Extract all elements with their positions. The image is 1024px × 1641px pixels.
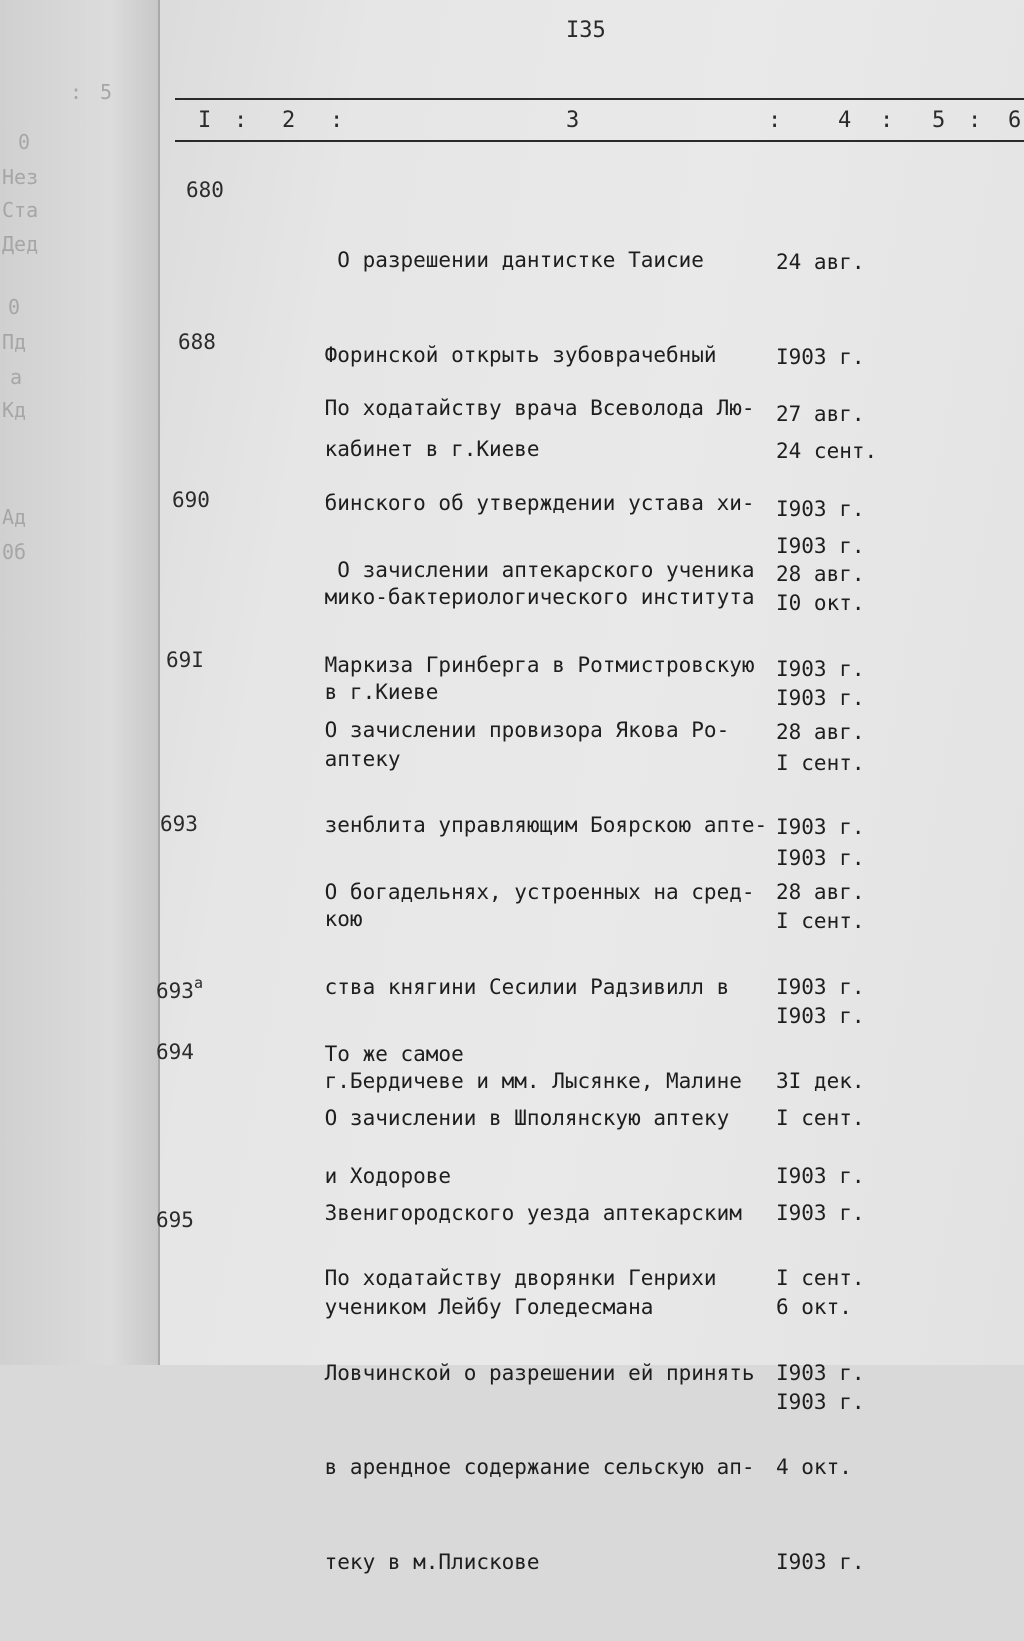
- entry-date-line: I903 г.: [776, 974, 865, 999]
- page-number: I35: [566, 18, 606, 43]
- entry-date-line: I сент.: [776, 909, 865, 933]
- header-rule-bottom: [175, 140, 1024, 142]
- entry-title-line: ства княгини Сесилии Радзивилл в: [312, 974, 730, 999]
- entry-date-line: I0 окт.: [776, 591, 865, 615]
- entry-date-line: 24 сент.: [776, 439, 878, 463]
- entry-date-line: I сент.: [776, 751, 865, 775]
- column-separator: :: [234, 108, 248, 133]
- entry-date-line: I903 г.: [776, 344, 865, 369]
- header-rule-top: [175, 98, 1024, 100]
- entry-date-line: I903 г.: [776, 1549, 865, 1574]
- entry-number: 693: [160, 812, 198, 836]
- entry-date-line: I903 г.: [776, 814, 865, 839]
- entry-date-line: I сент.: [776, 1266, 865, 1290]
- entry-title-line: зенблита управляющим Боярскою апте-: [312, 812, 768, 837]
- facing-page-edge: [0, 0, 160, 1365]
- entry-title-line: Ловчинской о разрешении ей принять: [312, 1360, 755, 1385]
- column-header: 5: [932, 108, 946, 133]
- entry-number: 695: [156, 1208, 194, 1232]
- entry-title-line: О зачислении аптекарского ученика: [312, 558, 755, 582]
- column-separator: :: [880, 108, 894, 133]
- left-fragment: 0б: [2, 540, 27, 564]
- left-fragment: Нез: [2, 165, 39, 189]
- entry-date-line: I903 г.: [776, 685, 865, 710]
- column-header: 3: [566, 108, 580, 133]
- entry-title-line: учеником Лейбу Голедесмана: [312, 1295, 654, 1319]
- entry-date-line: 4 окт.: [776, 1455, 852, 1479]
- entry-number: 690: [172, 488, 210, 512]
- entry-title-line: аптеку: [312, 747, 401, 771]
- entry-title-line: О зачислении провизора Якова Ро-: [312, 718, 730, 742]
- left-fragment: :: [70, 80, 83, 104]
- entry-number-superscript: а: [193, 974, 203, 992]
- entry-date-line: I903 г.: [776, 1389, 865, 1414]
- entry-title-line: бинского об утверждении устава хи-: [312, 490, 755, 515]
- entry-title-line: Форинской открыть зубоврачебный: [312, 342, 717, 367]
- left-fragment: 5: [100, 80, 113, 104]
- entry-date-line: I903 г.: [776, 1360, 865, 1385]
- left-fragment: Ад: [2, 505, 27, 529]
- entry-title-line: и Ходорове: [312, 1163, 452, 1188]
- entry-title-line: О зачислении в Шполянскую аптеку: [312, 1106, 730, 1130]
- left-fragment: Пд: [2, 330, 27, 354]
- entry-date-line: 28 авг.: [776, 562, 865, 586]
- entry-date-line: I903 г.: [776, 1003, 865, 1028]
- entry-title-line: О разрешении дантистке Таисие: [312, 248, 704, 272]
- entry-title-line: в г.Киеве: [312, 679, 439, 704]
- column-header: 6: [1008, 108, 1022, 133]
- entry-date-line: 28 авг.: [776, 720, 865, 744]
- left-fragment: Кд: [2, 398, 27, 422]
- left-fragment: 0: [18, 130, 31, 154]
- column-header: 2: [282, 108, 296, 133]
- entry-date-line: 28 авг.: [776, 880, 865, 904]
- entry-title-line: Маркиза Гринберга в Ротмистровскую: [312, 652, 755, 677]
- entry-number: 69I: [166, 648, 204, 672]
- entry-dates: [776, 1200, 865, 1641]
- entry-date-line: I сент.: [776, 1106, 865, 1130]
- column-separator: :: [768, 108, 782, 133]
- entry-date-line: 6 окт.: [776, 1295, 852, 1319]
- entry-title-line: кабинет в г.Киеве: [312, 437, 540, 461]
- entry-date-line: I903 г.: [776, 845, 865, 870]
- entry-date-line: I903 г.: [776, 1163, 865, 1188]
- entry-number: 694: [156, 1040, 194, 1064]
- entry-title-line: г.Бердичеве и мм. Лысянке, Малине: [312, 1069, 742, 1093]
- entry-date-line: 27 авг.: [776, 402, 865, 426]
- entry-date-line: I903 г.: [776, 496, 865, 521]
- left-fragment: 0: [8, 295, 21, 319]
- column-header: I: [198, 108, 212, 133]
- entry-date-line: I903 г.: [776, 533, 865, 558]
- left-fragment: Дед: [2, 232, 39, 256]
- entry-date-line: 24 авг.: [776, 250, 865, 274]
- left-fragment: а: [10, 365, 23, 389]
- entry-title-line: мико-бактериологического института: [312, 585, 755, 609]
- entry-date-line: I903 г.: [776, 656, 865, 681]
- entry-title-line: в арендное содержание сельскую ап-: [312, 1455, 755, 1479]
- column-separator: :: [330, 108, 344, 133]
- entry-title-line: То же самое: [312, 1042, 464, 1066]
- entry-title-line: кою: [312, 907, 363, 931]
- entry-date-line: 3I дек.: [776, 1069, 865, 1093]
- entry-title-line: По ходатайству дворянки Генрихи: [312, 1266, 717, 1290]
- entry-title-line: Звенигородского уезда аптекарским: [312, 1200, 742, 1225]
- entry-title-line: теку в м.Плискове: [312, 1549, 540, 1574]
- entry-number-main: 693: [156, 979, 194, 1003]
- entry-date-line: I903 г.: [776, 1200, 865, 1225]
- entry-number: 688: [178, 330, 216, 354]
- entry-number: 680: [186, 178, 224, 202]
- column-separator: :: [968, 108, 982, 133]
- left-fragment: Ста: [2, 198, 39, 222]
- entry-title-line: О богадельнях, устроенных на сред-: [312, 880, 755, 904]
- entry-title: [312, 1200, 755, 1641]
- entry-number: [156, 976, 203, 1003]
- entry-title-line: По ходатайству врача Всеволода Лю-: [312, 396, 755, 420]
- column-header: 4: [838, 108, 852, 133]
